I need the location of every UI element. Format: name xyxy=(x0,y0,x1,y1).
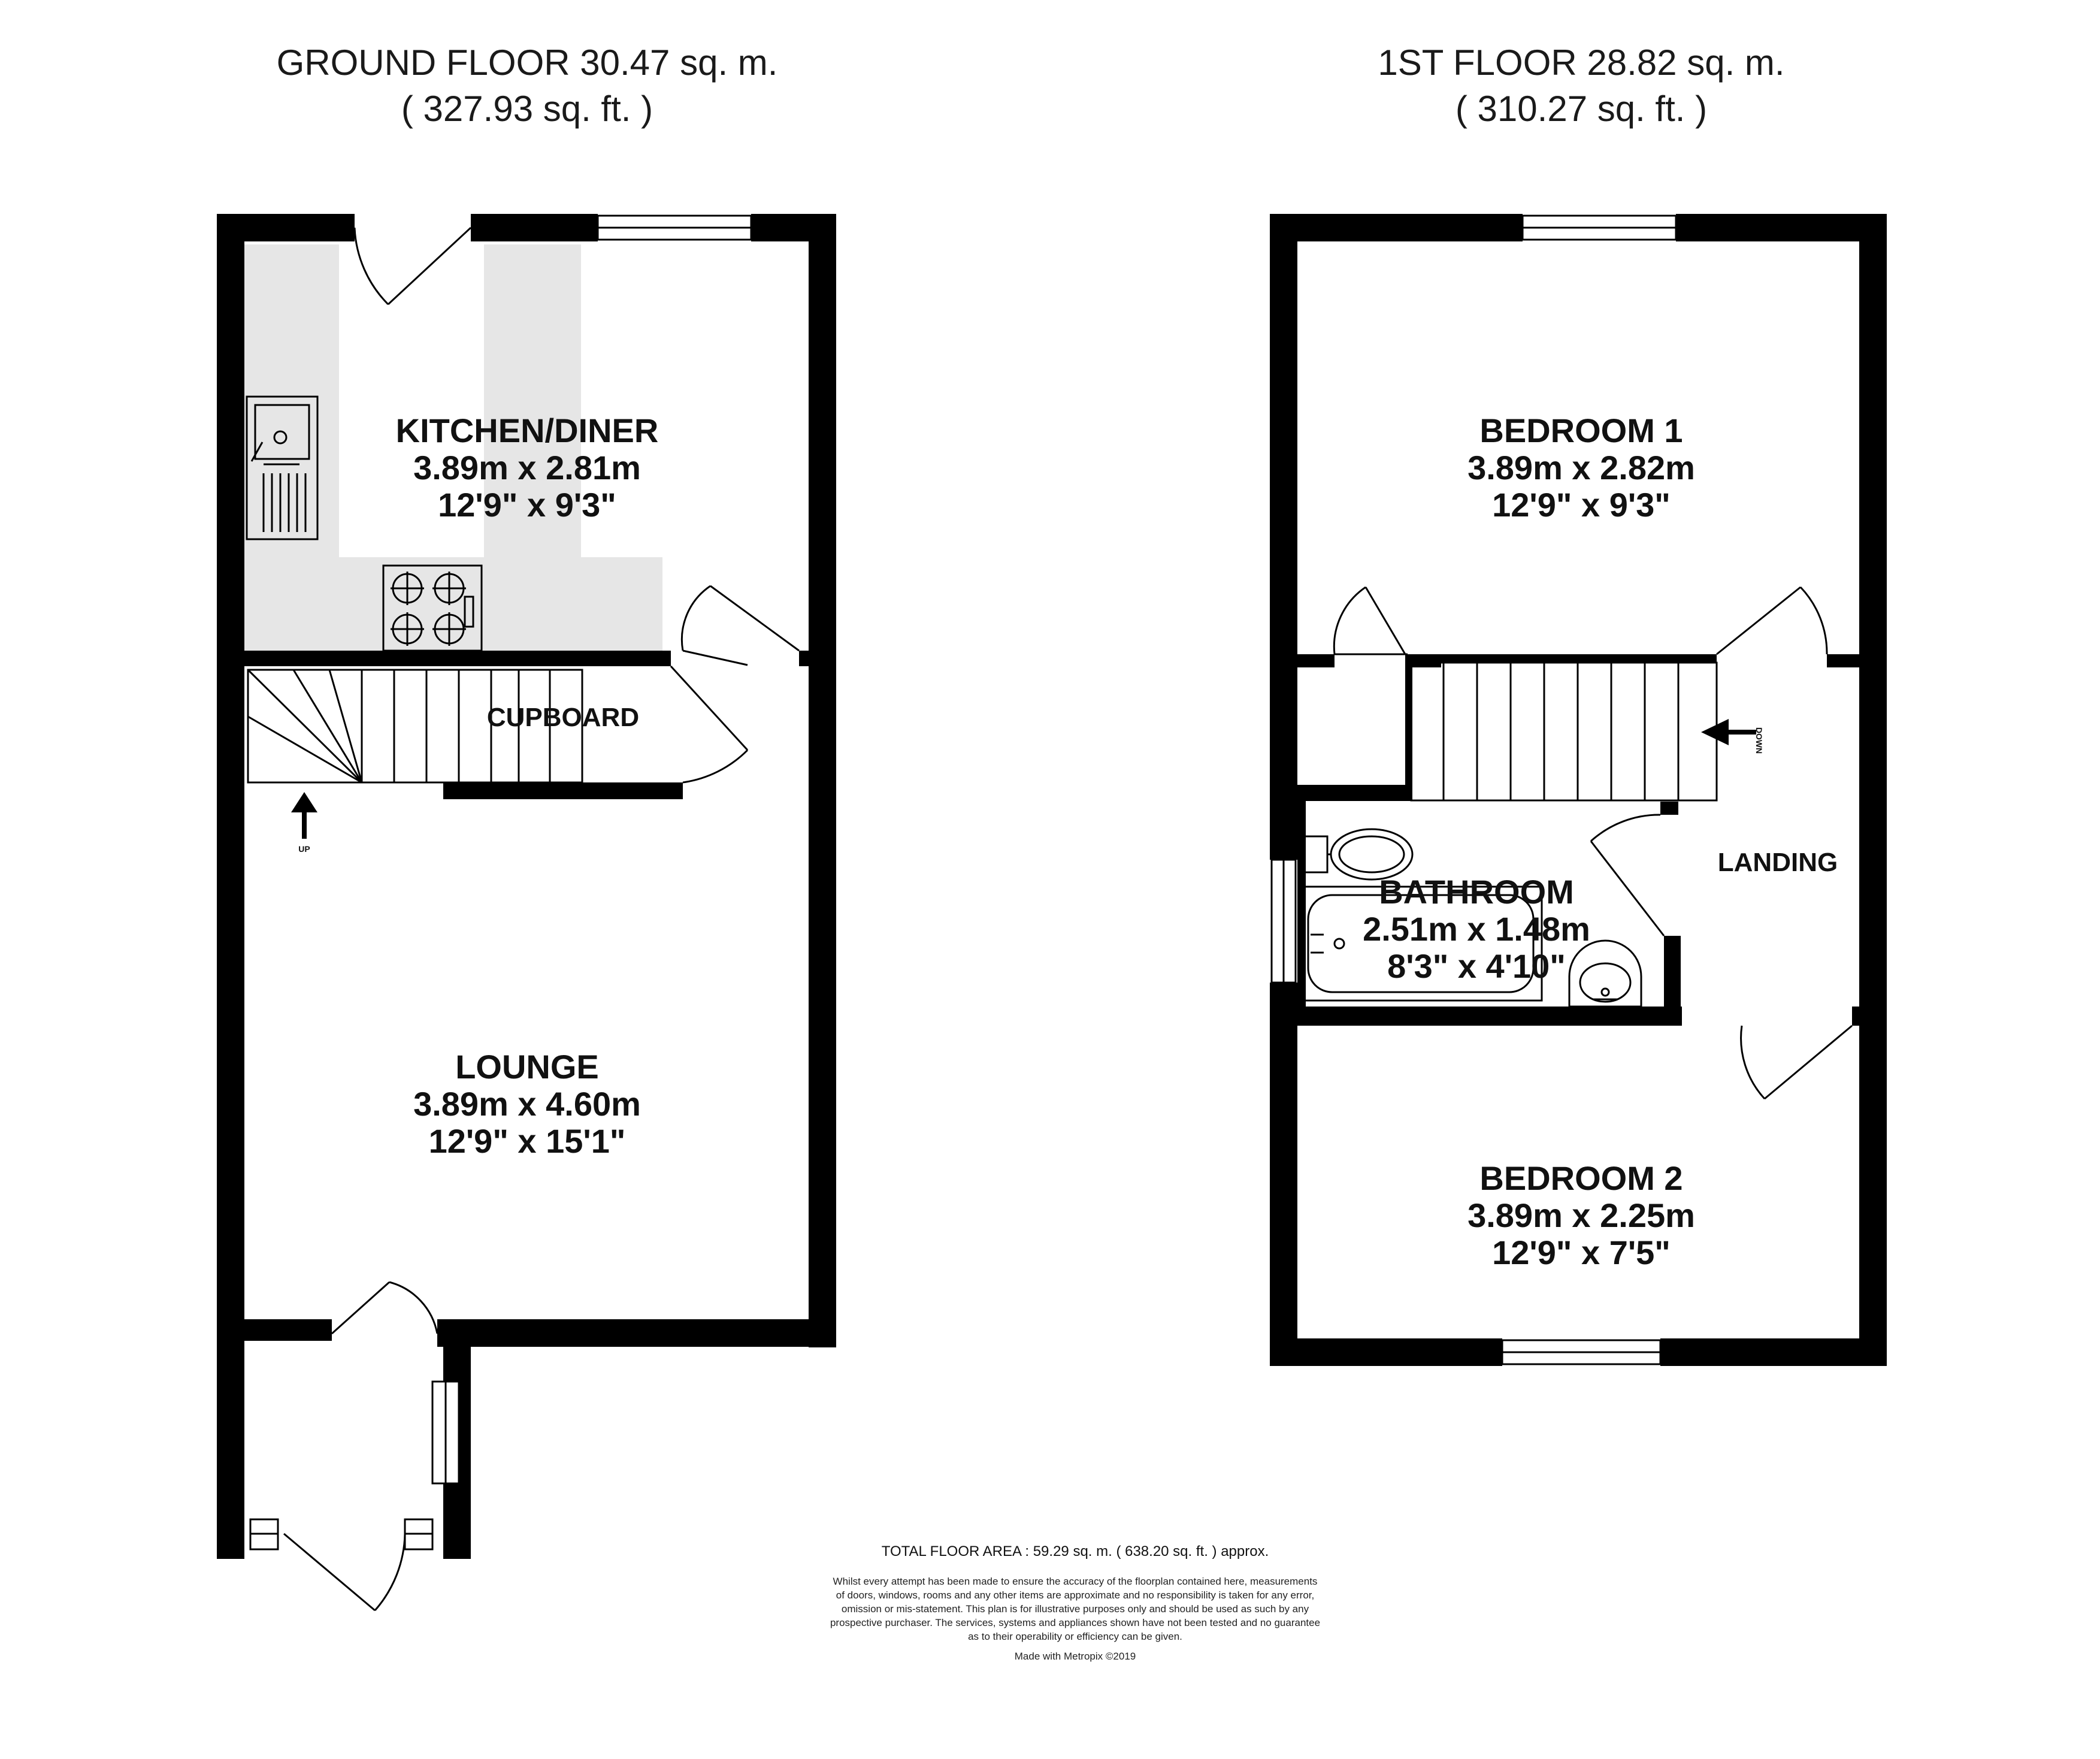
wall xyxy=(1660,802,1678,815)
ground-floor-plan xyxy=(217,214,836,1610)
door-icon xyxy=(1334,587,1408,654)
wall xyxy=(1297,785,1412,801)
bedroom-1-label xyxy=(1467,412,1695,524)
door-icon xyxy=(1717,587,1827,654)
door-icon xyxy=(1591,815,1664,936)
first-floor-title: 1ST FLOOR 28.82 sq. m. xyxy=(1378,43,1785,83)
toilet-icon xyxy=(1303,829,1412,880)
total-floor-area: TOTAL FLOOR AREA : 59.29 sq. m. ( 638.20 sq. ft. ) approx. xyxy=(881,1543,1269,1559)
cupboard-label: CUPBOARD xyxy=(486,703,640,732)
porch-window-icon xyxy=(250,1382,459,1549)
wall xyxy=(809,214,836,1347)
wall xyxy=(217,214,244,1559)
lounge-label xyxy=(413,1048,641,1160)
door-icon xyxy=(682,586,799,665)
up-arrow-icon xyxy=(291,792,317,839)
wash-basin-icon xyxy=(1569,941,1641,1007)
wall xyxy=(1827,654,1859,667)
wall xyxy=(1270,983,1297,1366)
room-size-imperial: 8'3" x 4'10" xyxy=(1387,947,1566,985)
room-name: KITCHEN/DINER xyxy=(395,412,659,449)
wall xyxy=(217,1525,244,1559)
disclaimer-line: of doors, windows, rooms and any other items are approximate and no responsibility is taken for any error, xyxy=(836,1589,1315,1601)
bathroom-window-icon xyxy=(1272,860,1296,983)
first-floor-area-sqft: ( 310.27 sq. ft. ) xyxy=(1455,89,1708,129)
staircase-icon xyxy=(1411,663,1717,800)
room-size-imperial: 12'9" x 9'3" xyxy=(438,486,616,524)
wall xyxy=(799,651,809,666)
ground-floor-area-sqft: ( 327.93 sq. ft. ) xyxy=(401,89,653,129)
wall xyxy=(1405,654,1717,663)
door-icon xyxy=(355,228,471,304)
room-size-imperial: 12'9" x 7'5" xyxy=(1492,1234,1671,1271)
ground-floor-heading xyxy=(277,43,778,129)
window-icon xyxy=(1523,216,1676,240)
wall xyxy=(244,651,671,666)
wall xyxy=(443,782,683,799)
wall xyxy=(1297,801,1306,1007)
wall xyxy=(217,1319,332,1341)
window-icon xyxy=(1502,1340,1660,1364)
wall xyxy=(1297,1007,1682,1026)
room-name: BEDROOM 1 xyxy=(1479,412,1683,449)
wall xyxy=(1859,214,1887,1366)
credit-line: Made with Metropix ©2019 xyxy=(1014,1651,1136,1662)
door-icon xyxy=(1741,1026,1852,1099)
room-size-imperial: 12'9" x 9'3" xyxy=(1492,486,1671,524)
kitchen-diner-label xyxy=(396,412,659,524)
room-name: BATHROOM xyxy=(1379,873,1574,911)
wall xyxy=(1664,936,1681,1020)
room-name: BEDROOM 2 xyxy=(1479,1159,1683,1197)
disclaimer-line: Whilst every attempt has been made to ensure the accuracy of the floorplan contained here, measurements xyxy=(833,1576,1318,1587)
wall xyxy=(437,1319,836,1347)
door-icon xyxy=(671,666,748,782)
room-size-metric: 3.89m x 2.82m xyxy=(1467,449,1695,486)
window-icon xyxy=(598,216,751,240)
room-name: LOUNGE xyxy=(455,1048,599,1086)
door-icon xyxy=(284,1534,405,1610)
wall xyxy=(1660,1338,1887,1366)
room-size-metric: 3.89m x 2.81m xyxy=(413,449,641,486)
first-floor-plan xyxy=(1270,214,1887,1366)
bedroom-2-label xyxy=(1467,1159,1695,1271)
wall xyxy=(1852,1007,1859,1026)
down-arrow-icon xyxy=(1701,719,1756,745)
wall xyxy=(1297,654,1335,667)
wall xyxy=(1270,214,1297,860)
stairs-down-label: DOWN xyxy=(1754,727,1764,754)
room-size-metric: 3.89m x 4.60m xyxy=(413,1085,641,1123)
room-size-metric: 2.51m x 1.48m xyxy=(1363,910,1590,948)
disclaimer-line: as to their operability or efficiency can be given. xyxy=(968,1631,1182,1642)
landing-label: LANDING xyxy=(1717,848,1838,877)
footer xyxy=(830,1543,1320,1662)
disclaimer-line: omission or mis-statement. This plan is for illustrative purposes only and should be used as such by any xyxy=(841,1603,1309,1615)
ground-floor-title: GROUND FLOOR 30.47 sq. m. xyxy=(276,43,778,83)
wall xyxy=(471,214,598,241)
stairs-up-label: UP xyxy=(298,844,310,854)
kitchen-worktop-bottom xyxy=(243,557,662,651)
door-icon xyxy=(332,1282,437,1334)
disclaimer-line: prospective purchaser. The services, systems and appliances shown have not been tested and no guarantee xyxy=(830,1617,1321,1628)
wall xyxy=(1270,214,1523,241)
room-size-metric: 3.89m x 2.25m xyxy=(1467,1196,1695,1234)
wall xyxy=(1676,214,1887,241)
first-floor-heading xyxy=(1378,43,1784,129)
bathroom-label xyxy=(1363,873,1590,985)
room-size-imperial: 12'9" x 15'1" xyxy=(428,1122,626,1160)
wall xyxy=(1270,1338,1502,1366)
